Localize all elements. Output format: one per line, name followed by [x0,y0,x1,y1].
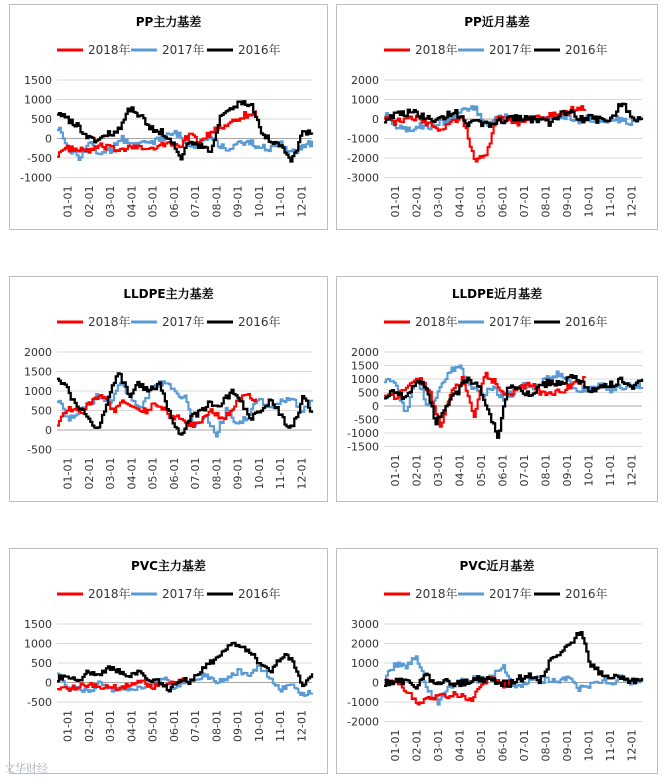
y-tick-label: 1000 [351,93,379,107]
x-tick-label: 10-01 [582,729,596,762]
x-tick-label: 06-01 [167,457,181,490]
x-tick-label: 03-01 [104,457,118,490]
chart-svg [9,4,328,230]
legend-label-2017: 2017年 [162,43,205,57]
y-tick-label: 2000 [351,346,379,359]
x-tick-label: 06-01 [496,185,510,218]
x-tick-label: 01-01 [61,185,75,218]
y-tick-label: -1000 [347,696,379,709]
x-tick-label: 03-01 [104,710,118,742]
x-tick-label: 04-01 [453,185,467,218]
legend-label-2017: 2017年 [162,587,205,601]
y-tick-label: 1500 [24,74,52,87]
x-tick-label: 06-01 [496,729,510,762]
legend [57,314,281,329]
chart-svg [9,548,328,774]
x-tick-label: 10-01 [252,457,266,490]
x-tick-label: 02-01 [410,454,424,487]
x-tick-label: 11-01 [603,185,617,218]
chart-title: PVC主力基差 [131,559,206,573]
y-tick-label: 2000 [351,74,379,87]
legend-label-2018: 2018年 [415,315,458,329]
x-tick-label: 10-01 [582,454,596,487]
chart-title: PVC近月基差 [459,559,535,573]
legend-label-2017: 2017年 [489,315,532,329]
x-tick-label: 07-01 [189,457,203,490]
y-tick-label: 3000 [351,618,379,631]
legend-label-2016: 2016年 [565,43,608,57]
y-tick-label: 1000 [24,93,52,107]
x-tick-label: 03-01 [431,185,445,218]
y-tick-label: 0 [45,424,52,437]
legend [384,586,608,601]
legend-label-2018: 2018年 [415,43,458,57]
chart-pp-main [9,4,328,230]
legend [57,586,281,601]
x-tick-label: 02-01 [410,729,424,762]
x-tick-label: 04-01 [453,454,467,487]
x-tick-label: 11-01 [274,185,288,218]
y-tick-label: -2000 [347,715,379,729]
chart-svg [9,276,328,502]
x-tick-label: 02-01 [82,185,96,218]
x-tick-label: 09-01 [231,185,245,218]
x-tick-label: 09-01 [560,454,574,487]
y-tick-label: 500 [31,404,52,418]
x-tick-label: 10-01 [252,710,266,742]
chart-title: PP主力基差 [135,15,202,29]
x-tick-label: 01-01 [61,710,75,742]
legend-label-2017: 2017年 [489,587,532,601]
x-tick-label: 08-01 [210,457,224,490]
y-tick-label: -1500 [347,440,379,454]
x-tick-label: 07-01 [517,729,531,762]
x-tick-label: 04-01 [125,185,139,218]
y-tick-label: -2000 [347,152,379,165]
legend-label-2016: 2016年 [238,315,281,329]
y-tick-label: -3000 [347,171,379,185]
x-tick-label: 02-01 [82,457,96,490]
x-tick-label: 09-01 [560,729,574,762]
x-tick-label: 01-01 [388,729,402,762]
x-tick-label: 11-01 [274,457,288,490]
chart-title: LLDPE主力基差 [123,287,214,301]
y-tick-label: 1000 [351,657,379,670]
x-tick-label: 04-01 [453,729,467,762]
chart-svg [336,548,658,774]
legend-label-2016: 2016年 [565,587,608,601]
y-tick-label: 1000 [24,385,52,398]
y-tick-label: 1000 [351,373,379,386]
x-tick-label: 11-01 [274,710,288,742]
legend [57,42,281,57]
x-tick-label: 05-01 [146,185,160,218]
chart-pvc-main [9,548,328,774]
y-tick-label: -500 [27,696,52,709]
y-tick-label: 1500 [24,618,52,631]
legend-label-2018: 2018年 [88,43,131,57]
chart-title: LLDPE近月基差 [451,287,543,301]
y-tick-label: 1500 [351,359,379,373]
x-tick-label: 06-01 [167,185,181,218]
x-tick-label: 10-01 [582,185,596,218]
x-tick-label: 07-01 [189,710,203,742]
x-tick-label: 06-01 [167,710,181,742]
x-tick-label: 10-01 [252,185,266,218]
y-tick-label: 1000 [24,637,52,651]
x-tick-label: 12-01 [295,185,309,218]
y-tick-label: 1500 [24,365,52,379]
x-tick-label: 05-01 [146,710,160,742]
legend-label-2018: 2018年 [88,315,131,329]
x-tick-label: 06-01 [496,454,510,487]
x-tick-label: 12-01 [295,457,309,490]
x-tick-label: 05-01 [474,454,488,487]
x-tick-label: 08-01 [539,729,553,762]
y-tick-label: 2000 [351,637,379,651]
chart-svg [336,4,658,230]
y-tick-label: 500 [31,113,52,126]
x-tick-label: 04-01 [125,457,139,490]
y-tick-label: 500 [358,386,379,400]
y-tick-label: -500 [27,443,52,457]
x-tick-label: 09-01 [560,185,574,218]
x-tick-label: 01-01 [388,454,402,487]
y-tick-label: -500 [27,152,52,165]
x-tick-label: 11-01 [603,729,617,762]
y-tick-label: 0 [372,113,379,126]
y-tick-label: 0 [372,400,379,413]
x-tick-label: 01-01 [388,185,402,218]
x-tick-label: 08-01 [210,710,224,742]
chart-lldpe-main [9,276,328,502]
y-tick-label: -1000 [347,132,379,146]
x-tick-label: 07-01 [517,454,531,487]
chart-pp-near [336,4,658,230]
x-tick-label: 09-01 [231,457,245,490]
x-tick-label: 04-01 [125,710,139,742]
y-tick-label: 500 [31,657,52,670]
chart-lldpe-near [336,276,658,502]
x-tick-label: 02-01 [410,185,424,218]
y-tick-label: -1000 [20,171,52,185]
x-tick-label: 09-01 [231,710,245,742]
chart-pvc-near [336,548,658,774]
x-tick-label: 02-01 [82,710,96,742]
x-tick-label: 12-01 [625,185,639,218]
legend-label-2018: 2018年 [88,587,131,601]
legend-label-2016: 2016年 [238,587,281,601]
y-tick-label: -1000 [347,427,379,440]
legend-label-2018: 2018年 [415,587,458,601]
x-tick-label: 07-01 [517,185,531,218]
x-tick-label: 01-01 [61,457,75,490]
chart-title: PP近月基差 [464,15,530,29]
legend-label-2016: 2016年 [565,315,608,329]
watermark: 文华财经 [4,762,48,775]
y-tick-label: 2000 [24,346,52,359]
legend [384,42,608,57]
x-tick-label: 12-01 [295,710,309,742]
y-tick-label: 0 [372,676,379,690]
x-tick-label: 05-01 [146,457,160,490]
y-tick-label: 0 [45,132,52,146]
chart-svg [336,276,658,502]
x-tick-label: 03-01 [431,729,445,762]
legend-label-2016: 2016年 [238,43,281,57]
legend [384,314,608,329]
legend-label-2017: 2017年 [489,43,532,57]
x-tick-label: 08-01 [210,185,224,218]
y-tick-label: -500 [354,413,379,427]
x-tick-label: 03-01 [104,185,118,218]
y-tick-label: 0 [45,676,52,690]
legend-label-2017: 2017年 [162,315,205,329]
x-tick-label: 03-01 [431,454,445,487]
x-tick-label: 08-01 [539,185,553,218]
x-tick-label: 05-01 [474,185,488,218]
x-tick-label: 12-01 [625,454,639,487]
x-tick-label: 12-01 [625,729,639,762]
x-tick-label: 11-01 [603,454,617,487]
x-tick-label: 07-01 [189,185,203,218]
x-tick-label: 08-01 [539,454,553,487]
x-tick-label: 05-01 [474,729,488,762]
